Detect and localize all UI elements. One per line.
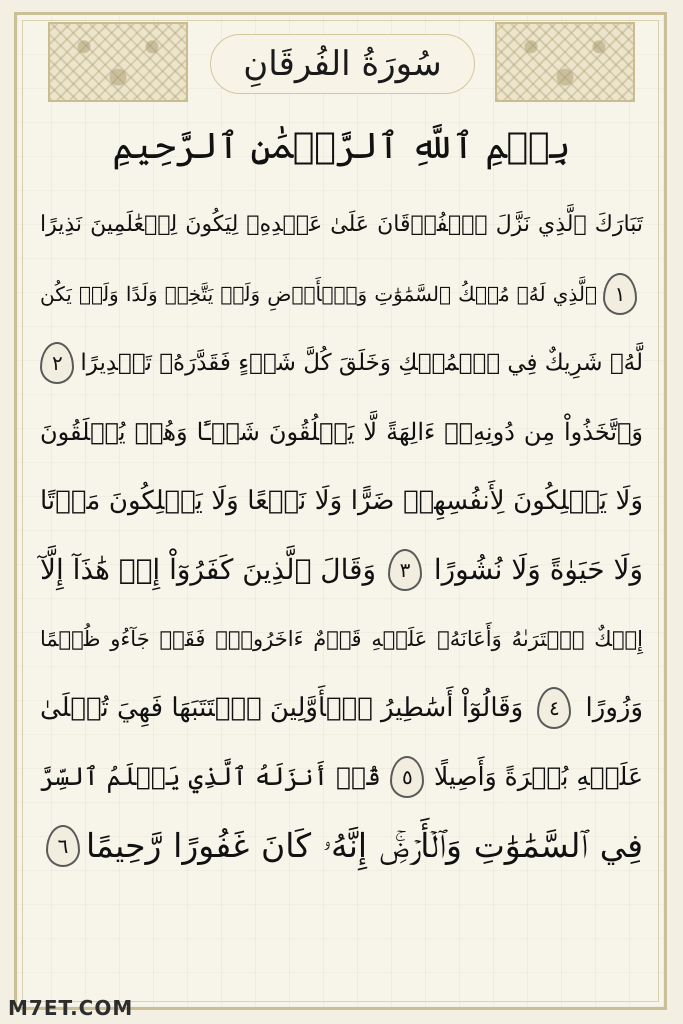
verse-text: قُلۡ أَنزَلَهُ ٱلَّذِي يَعۡلَمُ ٱلسِّرَّ	[40, 762, 381, 791]
arabesque-ornament-icon	[495, 22, 635, 102]
verse-text: وَٱتَّخَذُواْ مِن دُونِهِۦٓ ءَالِهَةً لَّا يَخۡلُقُونَ شَيۡـًٔا وَهُمۡ يُخۡلَقُونَ	[40, 417, 643, 446]
site-watermark: M7ET.COM	[8, 996, 134, 1020]
verse-text: وَلَا يَمۡلِكُونَ لِأَنفُسِهِمۡ ضَرًّا وَلَا نَفۡعًا وَلَا يَمۡلِكُونَ مَوۡتًا	[40, 485, 643, 516]
ayah-number-marker: ١	[603, 273, 637, 315]
verse-line-2	[40, 259, 643, 328]
basmala: بِسۡمِ ٱللَّهِ ٱلرَّحۡمَٰنِ ٱلرَّحِيمِ	[112, 126, 571, 167]
verse-text: عَلَيۡهِ بُكۡرَةً وَأَصِيلًا	[433, 762, 643, 791]
verse-text: لَّهُۥ شَرِيكٌ فِي ٱلۡمُلۡكِ وَخَلَقَ كُلَّ شَيۡءٍ فَقَدَّرَهُۥ تَقۡدِيرًا	[80, 349, 643, 376]
verse-text: إِفۡكٌ ٱفۡتَرَىٰهُ وَأَعَانَهُۥ عَلَيۡهِ قَوۡمٌ ءَاخَرُونَۖ فَقَدۡ جَآءُو ظُلۡمًا	[40, 626, 643, 651]
verse-line-1	[40, 190, 643, 259]
verse-text: وَقَالَ ٱلَّذِينَ كَفَرُوٓاْ إِنۡ هَٰذَآ إِلَّآ	[40, 553, 377, 586]
verse-lines	[40, 190, 643, 880]
surah-title-box	[210, 34, 475, 94]
ayah-number-marker: ٣	[388, 549, 422, 591]
verse-line-6	[40, 535, 643, 604]
ayah-number-marker: ٤	[537, 687, 571, 729]
verse-text: وَزُورًا	[585, 692, 643, 723]
surah-header	[40, 22, 643, 104]
ayah-number-marker: ٢	[40, 342, 74, 384]
verse-line-8	[40, 673, 643, 742]
surah-title: سُورَةُ الفُرقَانِ	[243, 44, 442, 84]
verse-line-3	[40, 328, 643, 397]
verse-text: وَلَا حَيَوٰةً وَلَا نُشُورًا	[433, 553, 643, 586]
verse-line-4	[40, 397, 643, 466]
verse-text: فِي ٱلسَّمَٰوَٰتِ وَٱلۡأَرۡضِۚ إِنَّهُۥ كَانَ غَفُورًا رَّحِيمًا	[86, 825, 643, 865]
ayah-number-marker: ٦	[46, 825, 80, 867]
verse-line-10	[40, 811, 643, 880]
verse-text: تَبَارَكَ ٱلَّذِي نَزَّلَ ٱلۡفُرۡقَانَ عَلَىٰ عَبۡدِهِۦ لِيَكُونَ لِلۡعَٰلَمِينَ نَذِيرًا	[40, 212, 643, 237]
verse-line-7	[40, 604, 643, 673]
verse-text: وَقَالُوٓاْ أَسَٰطِيرُ ٱلۡأَوَّلِينَ ٱكۡتَتَبَهَا فَهِيَ تُمۡلَىٰ	[40, 692, 524, 723]
verse-line-5	[40, 466, 643, 535]
arabesque-ornament-icon	[48, 22, 188, 102]
verse-line-9	[40, 742, 643, 811]
ayah-number-marker: ٥	[390, 756, 424, 798]
verse-text: ٱلَّذِي لَهُۥ مُلۡكُ ٱلسَّمَٰوَٰتِ وَٱلۡأَرۡضِ وَلَمۡ يَتَّخِذۡ وَلَدًا وَلَمۡ يَكُن	[40, 281, 597, 306]
